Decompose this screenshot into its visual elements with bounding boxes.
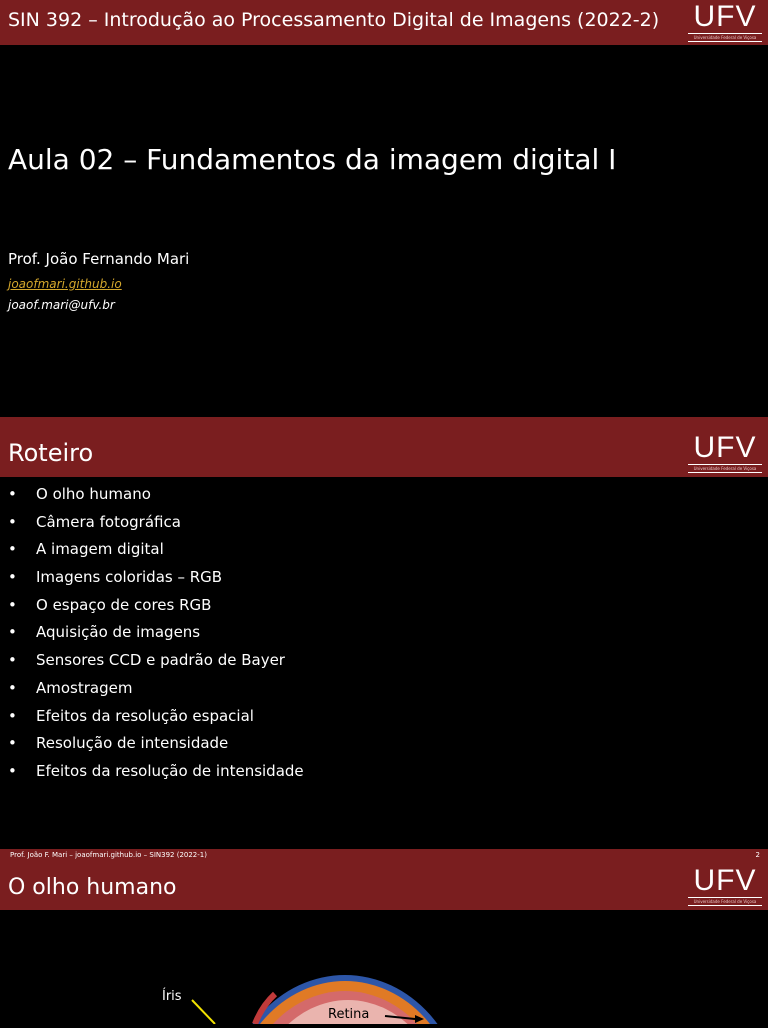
iris-pointer bbox=[192, 1000, 215, 1024]
agenda-list bbox=[8, 482, 304, 787]
lecture-title: Aula 02 – Fundamentos da imagem digital I bbox=[8, 143, 617, 176]
ufv-logo-text: UFV bbox=[693, 431, 757, 464]
eye-illustration bbox=[0, 910, 768, 1024]
slide-title: O olho humano bbox=[8, 875, 177, 900]
list-item: • Efeitos da resolução espacial bbox=[8, 704, 304, 732]
bullet: • bbox=[8, 485, 17, 503]
ufv-logo-subtitle: Universidade Federal de Viçosa bbox=[693, 466, 757, 471]
ufv-logo bbox=[686, 433, 764, 473]
list-item: • O espaço de cores RGB bbox=[8, 593, 304, 621]
ufv-logo-text: UFV bbox=[693, 0, 757, 33]
iris-label: Íris bbox=[162, 989, 182, 1004]
slide3-header-bar bbox=[0, 849, 768, 910]
course-title: SIN 392 – Introdução ao Processamento Digital de Imagens (2022-2) bbox=[8, 9, 660, 31]
bullet: • bbox=[8, 651, 17, 670]
retina-label: Retina bbox=[328, 1007, 370, 1022]
bullet: • bbox=[8, 595, 17, 614]
bullet: • bbox=[8, 540, 17, 559]
eye-diagram bbox=[0, 910, 768, 1024]
list-item: • O olho humano bbox=[8, 482, 304, 510]
slide-footer: Prof. João F. Mari – joaofmari.github.io – SIN392 (2022-1) bbox=[10, 851, 207, 859]
bullet: • bbox=[8, 761, 17, 780]
bullet: • bbox=[8, 568, 17, 587]
slide2-header-bar bbox=[0, 417, 768, 477]
page-number: 2 bbox=[755, 851, 760, 859]
list-item: • Sensores CCD e padrão de Bayer bbox=[8, 648, 304, 676]
ufv-logo bbox=[686, 2, 764, 42]
ufv-logo bbox=[686, 866, 764, 906]
author-email: joaof.mari@ufv.br bbox=[8, 298, 115, 312]
ufv-logo-subtitle: Universidade Federal de Viçosa bbox=[693, 899, 757, 904]
bullet: • bbox=[8, 623, 17, 642]
author-name: Prof. João Fernando Mari bbox=[8, 250, 190, 268]
bullet: • bbox=[8, 512, 17, 531]
list-item: • Câmera fotográfica bbox=[8, 510, 304, 538]
list-item: • A imagem digital bbox=[8, 537, 304, 565]
list-item: • Efeitos da resolução de intensidade bbox=[8, 759, 304, 787]
slide1-header-bar bbox=[0, 0, 768, 45]
website-link[interactable]: joaofmari.github.io bbox=[8, 277, 122, 291]
ufv-logo-text: UFV bbox=[693, 864, 757, 897]
slide-title: Roteiro bbox=[8, 439, 94, 467]
bullet: • bbox=[8, 678, 17, 697]
list-item: • Amostragem bbox=[8, 676, 304, 704]
list-item: • Aquisição de imagens bbox=[8, 620, 304, 648]
bullet: • bbox=[8, 706, 17, 725]
list-item: • Imagens coloridas – RGB bbox=[8, 565, 304, 593]
bullet: • bbox=[8, 734, 17, 753]
ufv-logo-subtitle: Universidade Federal de Viçosa bbox=[693, 35, 757, 40]
list-item: • Resolução de intensidade bbox=[8, 731, 304, 759]
